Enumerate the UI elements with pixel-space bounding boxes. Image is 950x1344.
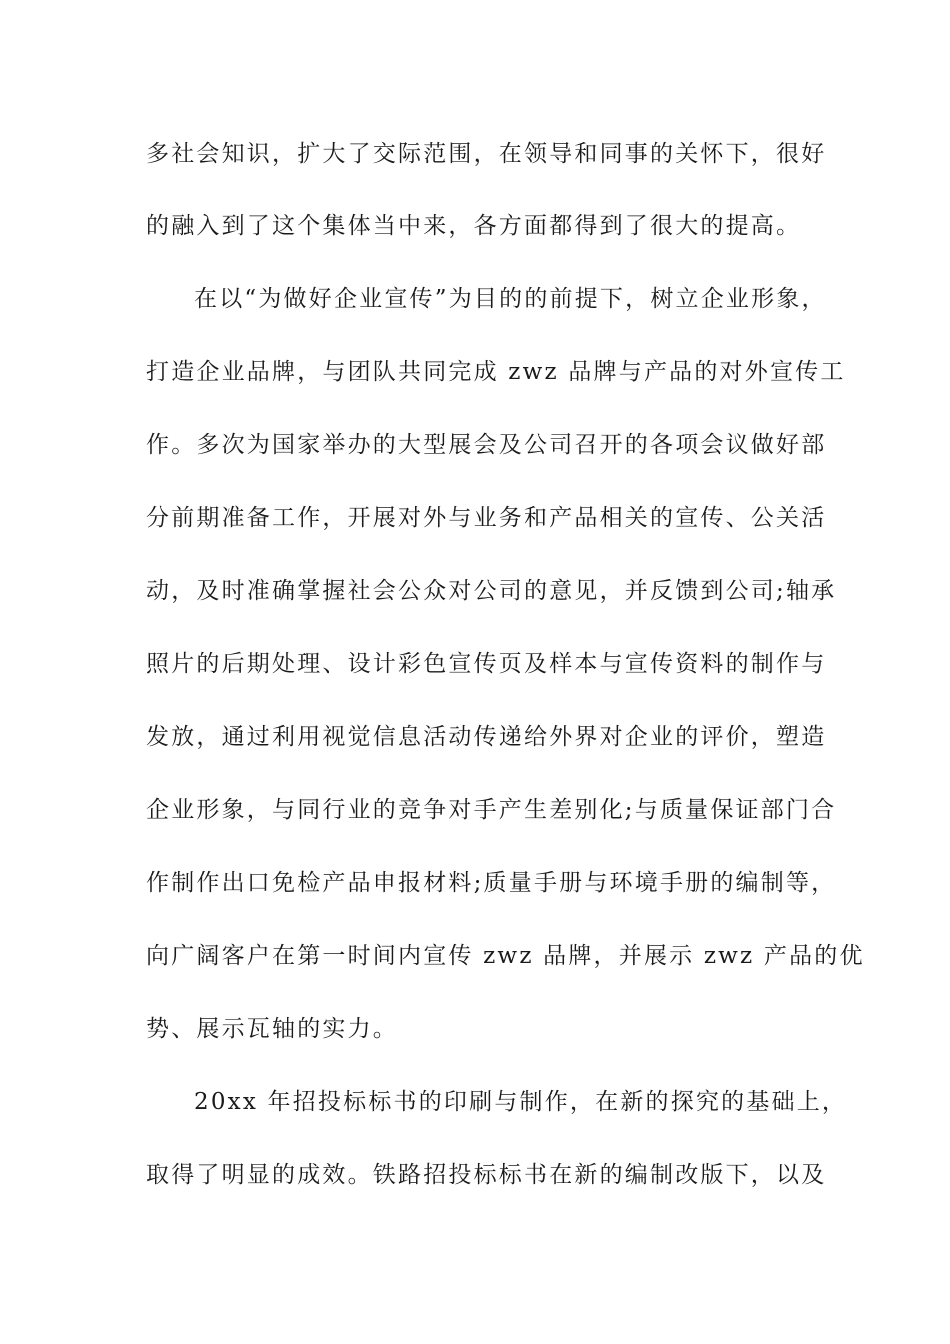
text-line-6: 分前期准备工作，开展对外与业务和产品相关的宣传、公关活 [146,505,827,531]
text-line-15: 取得了明显的成效。铁路招投标标书在新的编制改版下，以及 [146,1162,827,1188]
text-line-1: 多社会知识，扩大了交际范围，在领导和同事的关怀下，很好 [146,141,827,167]
text-line-10: 企业形象，与同行业的竞争对手产生差别化;与质量保证部门合 [146,797,837,823]
paragraph-start-line-3: 在以“为做好企业宣传”为目的的前提下，树立企业形象， [194,286,827,312]
text-line-4: 打造企业品牌，与团队共同完成 zwz 品牌与产品的对外宣传工 [146,359,846,385]
text-line-2: 的融入到了这个集体当中来，各方面都得到了很大的提高。 [146,213,802,239]
paragraph-start-line-14: 20xx 年招投标标书的印刷与制作，在新的探究的基础上， [194,1089,848,1115]
text-line-8: 照片的后期处理、设计彩色宣传页及样本与宣传资料的制作与 [146,651,827,677]
text-line-7: 动，及时准确掌握社会公众对公司的意见，并反馈到公司;轴承 [146,578,837,604]
text-line-12: 向广阔客户在第一时间内宣传 zwz 品牌，并展示 zwz 产品的优 [146,943,865,969]
text-line-11: 作制作出口免检产品申报材料;质量手册与环境手册的编制等， [146,870,837,896]
text-line-13: 势、展示瓦轴的实力。 [146,1016,398,1042]
text-line-9: 发放，通过利用视觉信息活动传递给外界对企业的评价，塑造 [146,724,827,750]
text-line-5: 作。多次为国家举办的大型展会及公司召开的各项会议做好部 [146,432,827,458]
